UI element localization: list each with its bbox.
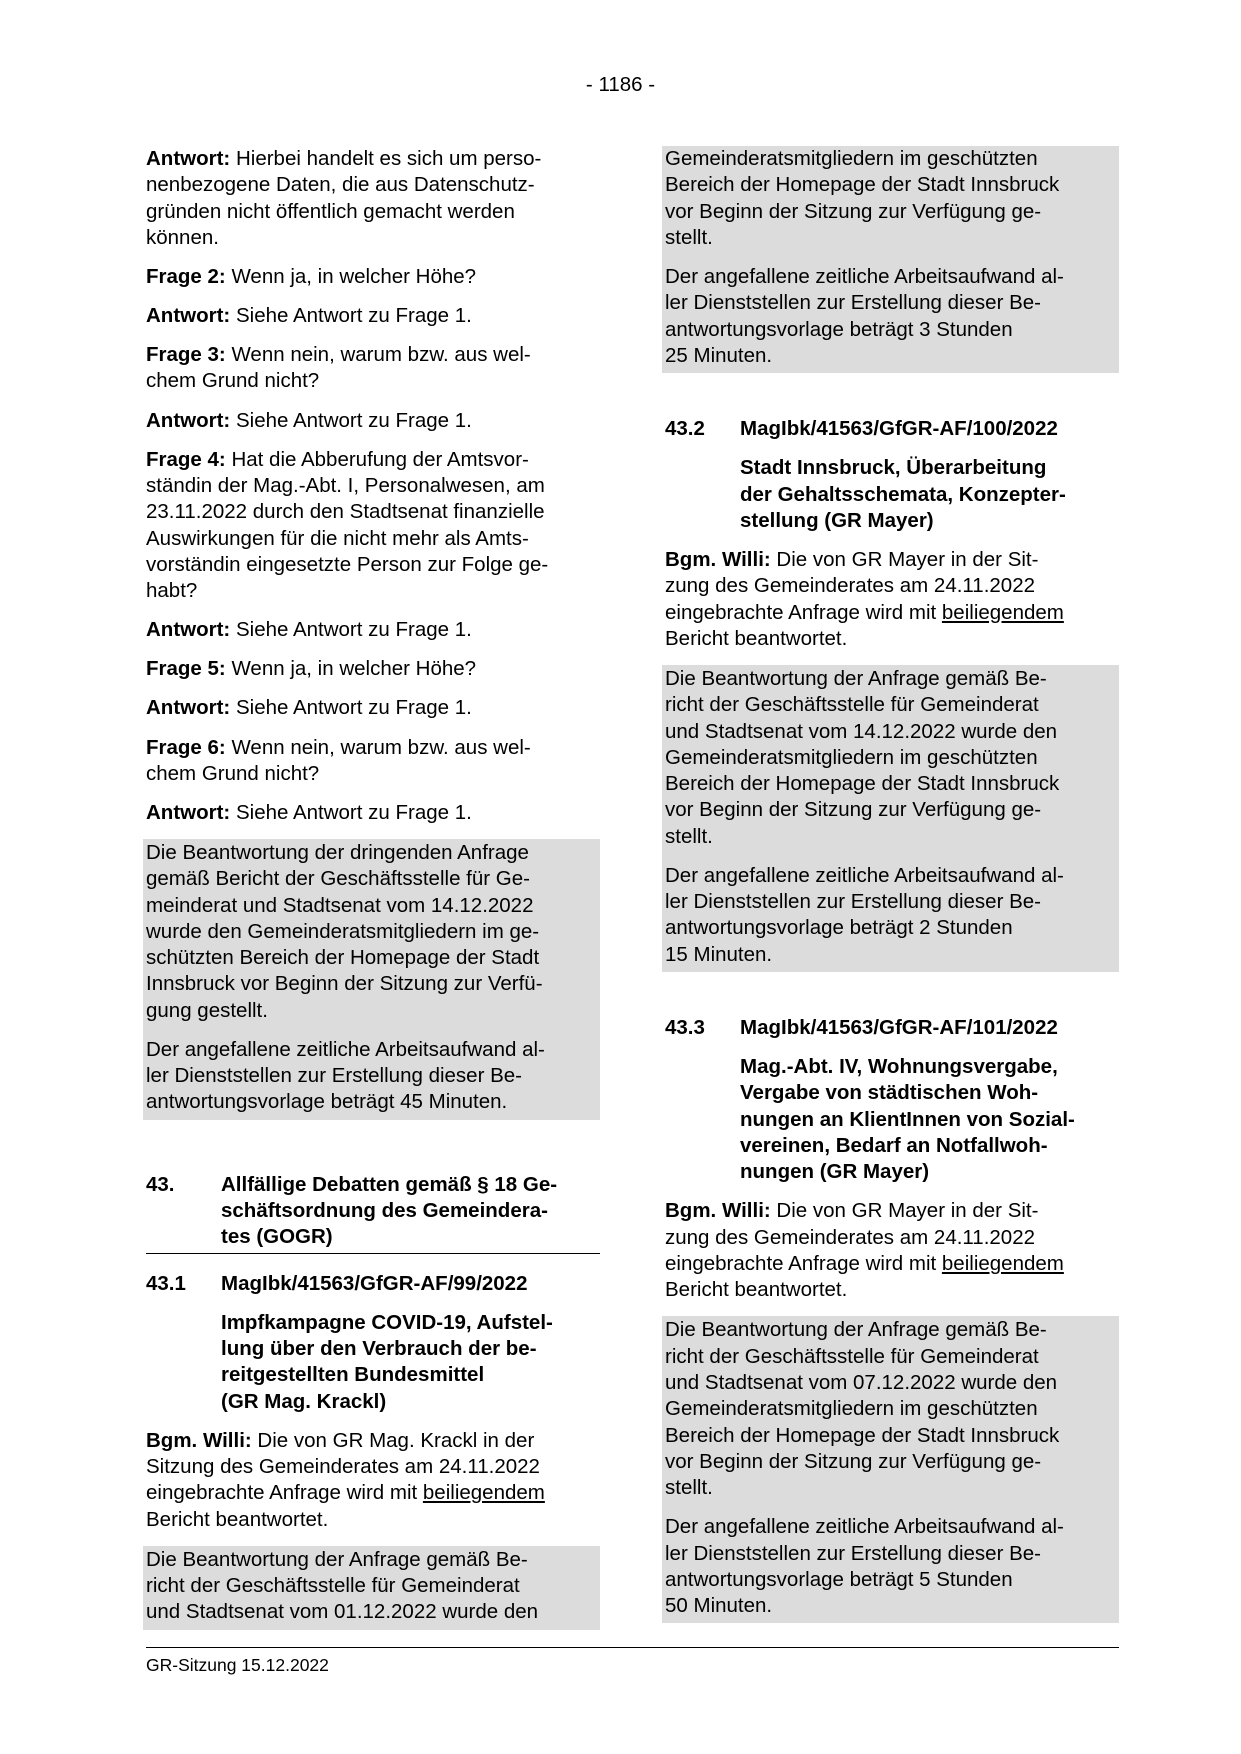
section-43-3-heading bbox=[665, 1015, 1119, 1041]
shaded-note bbox=[662, 1316, 1119, 1623]
question-label: Frage 2: bbox=[146, 264, 226, 288]
note-text: Der angefallene zeitliche Arbeitsaufwand al- ler Dienststellen zur Erstellung dieser Be- antwortungsvorlage beträgt 5 Stunden 50 Minuten. bbox=[665, 1515, 1064, 1618]
section-43-1-heading bbox=[146, 1271, 600, 1297]
answer-label: Antwort: bbox=[146, 618, 231, 642]
question-2 bbox=[146, 264, 600, 290]
underlined-word: beiliegendem bbox=[422, 1481, 545, 1505]
note-text: Der angefallene zeitliche Arbeitsaufwand al- ler Dienststellen zur Erstellung dieser Be- antwortungsvorlage beträgt 2 Stunden 15 Minuten. bbox=[665, 863, 1064, 966]
question-5 bbox=[146, 656, 600, 682]
section-title: Allfällige Debatten gemäß § 18 Ge- schäftsordnung des Gemeindera- tes (GOGR) bbox=[221, 1172, 558, 1249]
note-text: Die Beantwortung der Anfrage gemäß Be- richt der Geschäftsstelle für Gemeinderat und Stadtsenat vom 07.12.2022 wurde den Gemeinderatsmitgliedern im geschützten Bereich der Homepage der Stadt Innsbruck vor Beginn der Sitzung zur Verfügung ge- stellt. bbox=[665, 1318, 1060, 1500]
shaded-note bbox=[662, 146, 1119, 373]
statement-text: Bericht beantwortet. bbox=[146, 1507, 329, 1531]
section-code: MagIbk/41563/GfGR-AF/100/2022 bbox=[740, 417, 1058, 441]
note-text: Der angefallene zeitliche Arbeitsaufwand al- ler Dienststellen zur Erstellung dieser Be- antwortungsvorlage beträgt 45 Minuten. bbox=[146, 1037, 545, 1114]
question-text: Wenn ja, in welcher Höhe? bbox=[225, 657, 477, 681]
mayor-statement bbox=[146, 1428, 600, 1533]
footer-divider bbox=[146, 1647, 1119, 1648]
question-text: Wenn nein, warum bzw. aus wel- chem Grund nicht? bbox=[146, 735, 531, 785]
shaded-note bbox=[143, 1546, 600, 1630]
question-text: Wenn nein, warum bzw. aus wel- chem Grund nicht? bbox=[146, 343, 531, 393]
underlined-word: beiliegendem bbox=[941, 600, 1064, 624]
shaded-note bbox=[662, 665, 1119, 972]
answer-5 bbox=[146, 695, 600, 721]
statement-text: Bericht beantwortet. bbox=[665, 626, 848, 650]
speaker-label: Bgm. Willi: bbox=[665, 1199, 771, 1223]
answer-label: Antwort: bbox=[146, 408, 231, 432]
answer-label: Antwort: bbox=[146, 696, 231, 720]
question-label: Frage 4: bbox=[146, 447, 226, 471]
answer-label: Antwort: bbox=[146, 304, 231, 328]
answer-text: Siehe Antwort zu Frage 1. bbox=[230, 408, 472, 432]
question-6 bbox=[146, 735, 600, 788]
left-column bbox=[146, 146, 600, 1630]
footer-text: GR-Sitzung 15.12.2022 bbox=[146, 1655, 329, 1675]
section-code: MagIbk/41563/GfGR-AF/99/2022 bbox=[221, 1271, 528, 1295]
section-subtitle: Impfkampagne COVID-19, Aufstel- lung über den Verbrauch der be- reitgestellten Bundesmittel (GR Mag. Krackl) bbox=[221, 1310, 553, 1413]
section-number: 43.3 bbox=[665, 1016, 705, 1039]
answer-4 bbox=[146, 617, 600, 643]
answer-text: Siehe Antwort zu Frage 1. bbox=[230, 304, 472, 328]
question-label: Frage 3: bbox=[146, 343, 226, 367]
answer-paragraph bbox=[146, 146, 600, 251]
statement-text: Bericht beantwortet. bbox=[665, 1278, 848, 1302]
answer-text: Siehe Antwort zu Frage 1. bbox=[230, 618, 472, 642]
statement-text: Die von GR Mag. Krackl in der Sitzung des Gemeinderates am 24.11.2022 eingebrachte Anfrage wird mit bbox=[146, 1428, 540, 1505]
answer-label: Antwort: bbox=[146, 800, 231, 824]
answer-text: Siehe Antwort zu Frage 1. bbox=[230, 800, 472, 824]
right-column bbox=[665, 146, 1119, 1623]
statement-text: Die von GR Mayer in der Sit- zung des Gemeinderates am 24.11.2022 eingebrachte Anfrage wird mit bbox=[665, 1199, 1039, 1275]
note-text: Die Beantwortung der Anfrage gemäß Be- richt der Geschäftsstelle für Gemeinderat und Stadtsenat vom 14.12.2022 wurde den Gemeinderatsmitgliedern im geschützten Bereich der Homepage der Stadt Innsbruck vor Beginn der Sitzung zur Verfügung ge- stellt. bbox=[665, 666, 1060, 848]
question-text: Hat die Abberufung der Amtsvor- ständin der Mag.-Abt. I, Personalwesen, am 23.11.2022 durch den Stadtsenat finanzielle Auswirkungen für die nicht mehr als Amts- vorständin eingesetzte Person zur Folge ge- habt? bbox=[146, 447, 549, 603]
section-43-2-heading bbox=[665, 416, 1119, 442]
note-text: Die Beantwortung der Anfrage gemäß Be- richt der Geschäftsstelle für Gemeinderat und Stadtsenat vom 01.12.2022 wurde den bbox=[146, 1547, 539, 1624]
shaded-note bbox=[143, 839, 600, 1120]
question-3 bbox=[146, 342, 600, 395]
speaker-label: Bgm. Willi: bbox=[665, 547, 771, 571]
mayor-statement bbox=[665, 547, 1119, 652]
question-label: Frage 6: bbox=[146, 735, 226, 759]
section-number: 43.1 bbox=[146, 1271, 186, 1295]
answer-text: Siehe Antwort zu Frage 1. bbox=[230, 696, 472, 720]
page-number: - 1186 - bbox=[585, 73, 656, 96]
speaker-label: Bgm. Willi: bbox=[146, 1428, 252, 1452]
answer-6 bbox=[146, 800, 600, 826]
answer-3 bbox=[146, 408, 600, 434]
note-text: Der angefallene zeitliche Arbeitsaufwand al- ler Dienststellen zur Erstellung dieser Be- antwortungsvorlage beträgt 3 Stunden 25 Minuten. bbox=[665, 264, 1064, 367]
section-code: MagIbk/41563/GfGR-AF/101/2022 bbox=[740, 1016, 1058, 1039]
underlined-word: beiliegendem bbox=[941, 1251, 1064, 1275]
question-text: Wenn ja, in welcher Höhe? bbox=[225, 264, 477, 288]
section-subtitle: Stadt Innsbruck, Überarbeitung der Gehaltsschemata, Konzepter- stellung (GR Mayer) bbox=[740, 456, 1066, 532]
section-number: 43.2 bbox=[665, 417, 705, 441]
question-4 bbox=[146, 447, 600, 605]
note-text: Die Beantwortung der dringenden Anfrage gemäß Bericht der Geschäftsstelle für Ge- meinderat und Stadtsenat vom 14.12.2022 wurde den Gemeinderatsmitgliedern im ge- schützten Bereich der Homepage der Stadt Innsbruck vor Beginn der Sitzung zur Verfü- gung gestellt. bbox=[146, 841, 543, 1022]
statement-text: Die von GR Mayer in der Sit- zung des Gemeinderates am 24.11.2022 eingebrachte Anfrage wird mit bbox=[665, 547, 1039, 624]
note-text: Gemeinderatsmitgliedern im geschützten Bereich der Homepage der Stadt Innsbruck vor Beginn der Sitzung zur Verfügung ge- stellt. bbox=[665, 147, 1060, 249]
section-subtitle: Mag.-Abt. IV, Wohnungsvergabe, Vergabe von städtischen Woh- nungen an KlientInnen von Sozial- vereinen, Bedarf an Notfallwoh- nungen (GR Mayer) bbox=[740, 1055, 1075, 1184]
answer-text: Hierbei handelt es sich um perso- nenbezogene Daten, die aus Datenschutz- gründen nicht öffentlich gemacht werden können. bbox=[146, 147, 542, 249]
answer-label: Antwort: bbox=[146, 147, 231, 170]
section-43-heading bbox=[146, 1172, 600, 1254]
question-label: Frage 5: bbox=[146, 657, 226, 681]
answer-2 bbox=[146, 303, 600, 329]
mayor-statement bbox=[665, 1198, 1119, 1303]
section-number: 43. bbox=[146, 1172, 175, 1196]
